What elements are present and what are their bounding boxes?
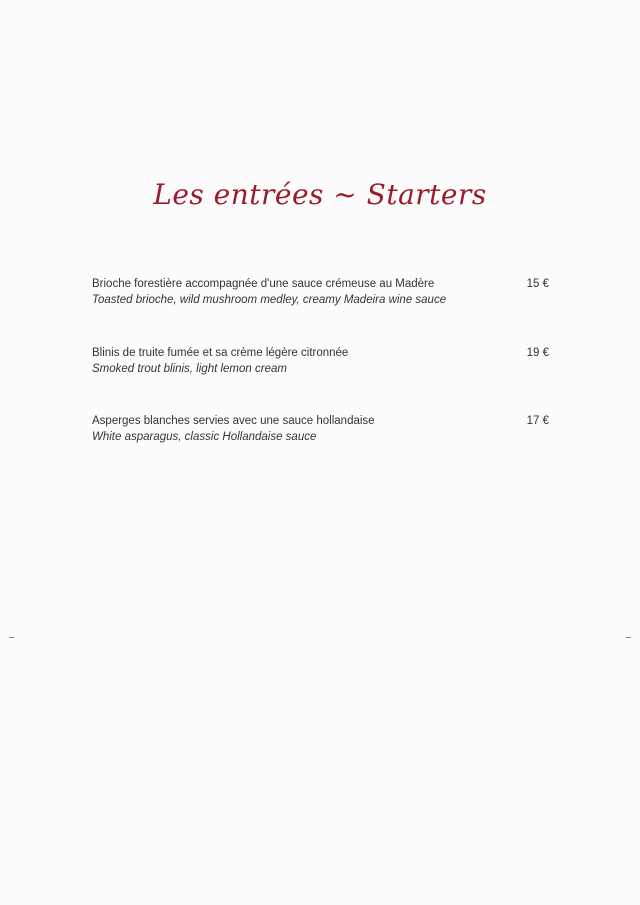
menu-item-name-fr: Blinis de truite fumée et sa crème légère citronnée <box>92 347 349 359</box>
menu-item-name-fr: Asperges blanches servies avec une sauce hollandaise <box>92 415 375 427</box>
fold-mark-left <box>9 637 14 638</box>
menu-item-price: 15 € <box>526 278 549 290</box>
menu-item-price: 19 € <box>526 347 549 359</box>
menu-item-price: 17 € <box>526 415 549 427</box>
menu-item-name-en: Smoked trout blinis, light lemon cream <box>92 363 287 375</box>
menu-item-name-en: Toasted brioche, wild mushroom medley, creamy Madeira wine sauce <box>92 294 447 306</box>
menu-section-title: Les entrées ~ Starters <box>153 178 487 211</box>
menu-item <box>92 413 552 446</box>
menu-item <box>92 276 552 309</box>
menu-item <box>92 345 552 378</box>
fold-mark-right <box>626 637 631 638</box>
menu-item-name-fr: Brioche forestière accompagnée d'une sauce crémeuse au Madère <box>92 278 435 290</box>
menu-item-name-en: White asparagus, classic Hollandaise sauce <box>92 431 317 443</box>
